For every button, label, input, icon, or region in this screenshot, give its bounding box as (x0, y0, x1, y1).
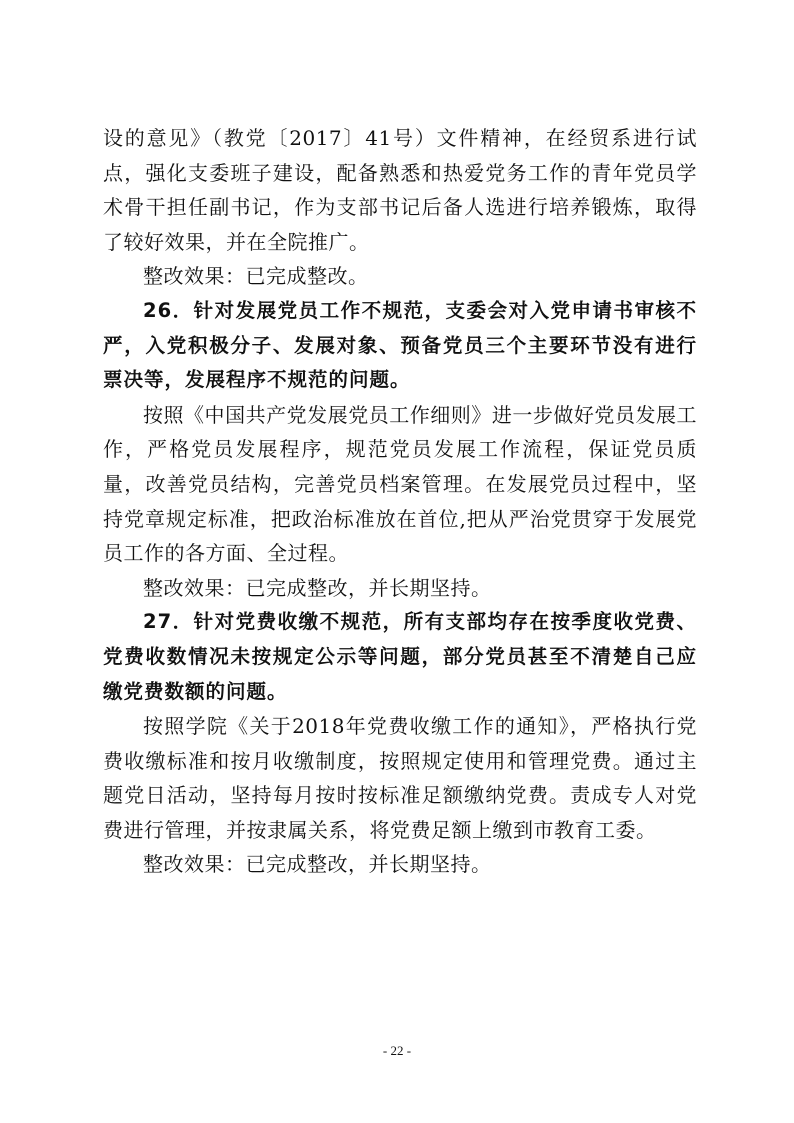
paragraph-continuation: 设的意见》（教党〔2017〕41号）文件精神，在经贸系进行试点，强化支委班子建设，配备熟悉和热爱党务工作的青年党员学术骨干担任副书记，作为支部书记后备人选进行培养锻炼，取得了较好效果，并在全院推广。 (103, 126, 697, 254)
paragraph-result: 整改效果：已完成整改，并长期坚持。 (143, 575, 492, 600)
paragraph-body: 按照《中国共产党发展党员工作细则》进一步做好党员发展工作，严格党员发展程序，规范党员发展工作流程，保证党员质量，改善党员结构，完善党员档案管理。在发展党员过程中，坚持党章规定标准，把政治标准放在首位,把从严治党贯穿于发展党员工作的各方面、全过程。 (103, 402, 697, 566)
paragraph-result: 整改效果：已完成整改，并长期坚持。 (143, 852, 492, 877)
paragraph-result: 整改效果：已完成整改。 (143, 264, 369, 289)
section-heading-27: 27．针对党费收缴不规范，所有支部均存在按季度收党费、党费收数情况未按规定公示等问题，部分党员甚至不清楚自己应缴党费数额的问题。 (103, 610, 697, 703)
paragraph-body: 按照学院《关于2018年党费收缴工作的通知》，严格执行党费收缴标准和按月收缴制度，按照规定使用和管理党费。通过主题党日活动，坚持每月按时按标准足额缴纳党费。责成专人对党费进行管理，并按隶属关系，将党费足额上缴到市教育工委。 (103, 714, 697, 842)
document-body (103, 121, 697, 882)
page-number: - 22 - (382, 1043, 412, 1058)
section-heading-26: 26．针对发展党员工作不规范，支委会对入党申请书审核不严，入党积极分子、发展对象、预备党员三个主要环节没有进行票决等，发展程序不规范的问题。 (103, 298, 697, 392)
